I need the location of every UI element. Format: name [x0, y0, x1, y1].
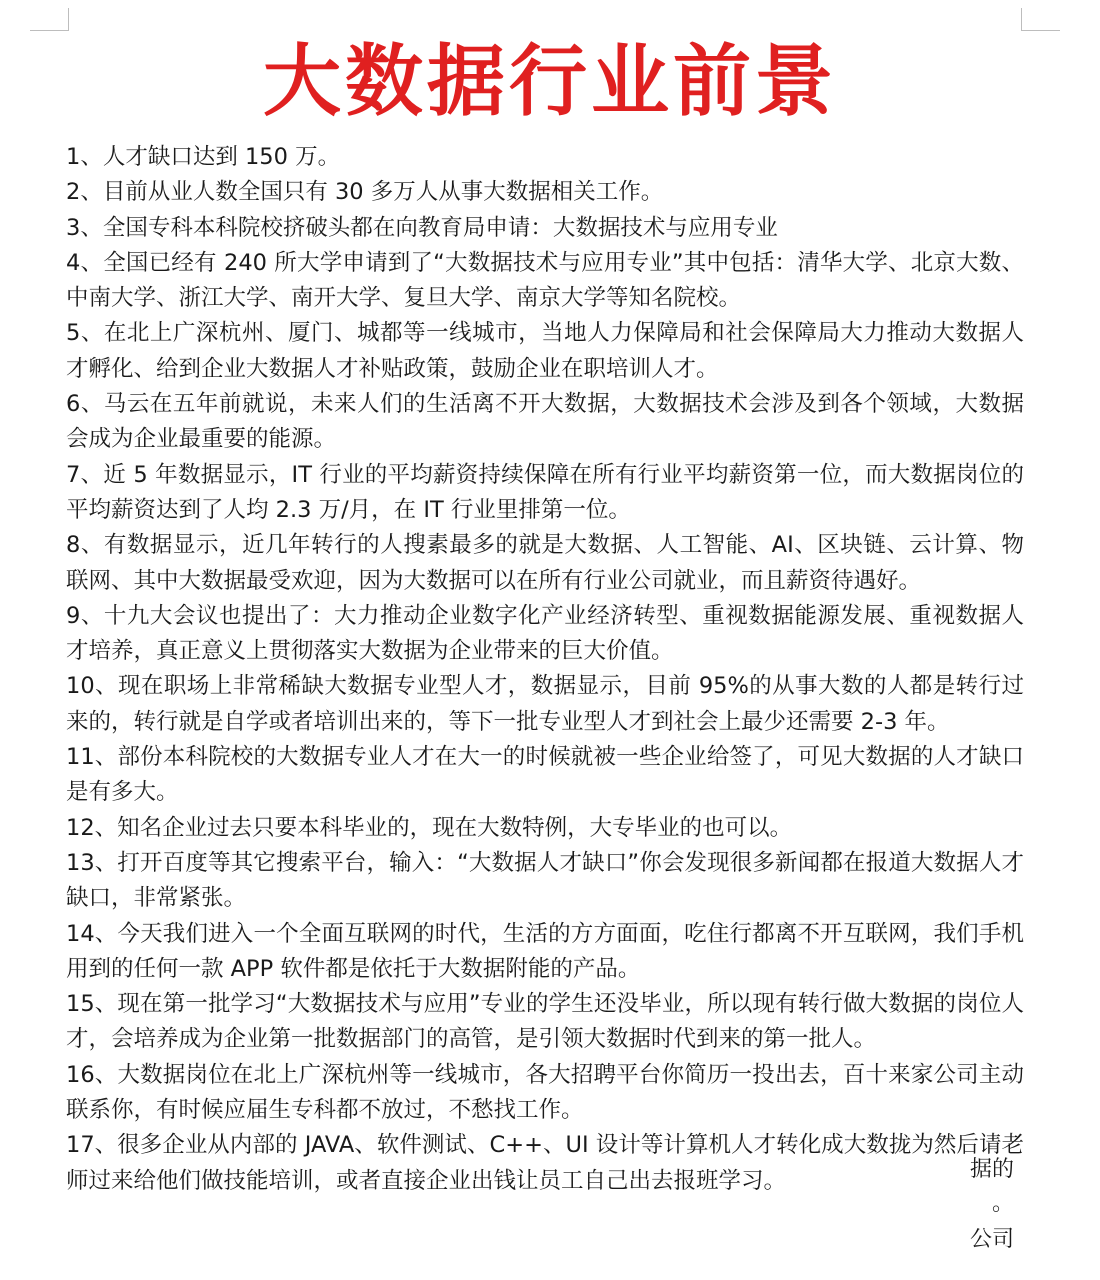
overlapped-text-fragment: 。 — [991, 1191, 1014, 1216]
article-body — [66, 140, 1024, 1199]
list-item-10: 10、现在职场上非常稀缺大数据专业型人才，数据显示，目前 95%的从事大数的人都是转行过来的，转行就是自学或者培训出来的，等下一批专业型人才到社会上最少还需要 2-3 年。 — [66, 673, 1024, 735]
corner-mark-top-left — [30, 8, 69, 31]
page-title: 大数据行业前景 — [262, 37, 837, 127]
list-item-7: 7、近 5 年数据显示，IT 行业的平均薪资持续保障在所有行业平均薪资第一位，而大数据岗位的平均薪资达到了人均 2.3 万/月，在 IT 行业里排第一位。 — [66, 461, 1024, 523]
list-item-8: 8、有数据显示，近几年转行的人搜素最多的就是大数据、人工智能、AI、区块链、云计算、物联网、其中大数据最受欢迎，因为大数据可以在所有行业公司就业，而且薪资待遇好。 — [66, 532, 1024, 594]
list-item-5: 5、在北上广深杭州、厦门、城都等一线城市，当地人力保障局和社会保障局大力推动大数据人才孵化、给到企业大数据人才补贴政策，鼓励企业在职培训人才。 — [66, 320, 1024, 382]
list-item-15: 15、现在第一批学习“大数据技术与应用”专业的学生还没毕业，所以现有转行做大数据的岗位人才，会培养成为企业第一批数据部门的高管，是引领大数据时代到来的第一批人。 — [66, 991, 1024, 1053]
corner-mark-top-right — [1021, 8, 1060, 31]
list-item-13: 13、打开百度等其它搜索平台，输入：“大数据人才缺口”你会发现很多新闻都在报道大数据人才缺口，非常紧张。 — [66, 849, 1024, 912]
list-item-2: 2、目前从业人数全国只有 30 多万人从事大数据相关工作。 — [66, 179, 664, 206]
list-item-17: 17、很多企业从内部的 JAVA、软件测试、C++、UI 设计等计算机人才转化成大数拢为然后请老师过来给他们做技能培训，或者直接企业出钱让员工自己出去报班学习。 — [66, 1132, 1024, 1194]
list-item-11: 11、部份本科院校的大数据专业人才在大一的时候就被一些企业给签了，可见大数据的人才缺口是有多大。 — [66, 744, 1024, 806]
list-item-3: 3、全国专科本科院校挤破头都在向教育局申请：大数据技术与应用专业 — [66, 214, 778, 241]
list-item-4: 4、全国已经有 240 所大学申请到了“大数据技术与应用专业”其中包括：清华大学、北京大数、中南大学、浙江大学、南开大学、复旦大学、南京大学等知名院校。 — [66, 249, 1024, 312]
list-item-6: 6、马云在五年前就说，未来人们的生活离不开大数据，大数据技术会涉及到各个领域，大数据会成为企业最重要的能源。 — [66, 391, 1024, 453]
overlapped-text-fragment: 据的 — [969, 1157, 1014, 1182]
list-item-9: 9、十九大会议也提出了：大力推动企业数字化产业经济转型、重视数据能源发展、重视数据人才培养，真正意义上贯彻落实大数据为企业带来的巨大价值。 — [66, 602, 1024, 665]
list-item-12: 12、知名企业过去只要本科毕业的，现在大数特例，大专毕业的也可以。 — [66, 814, 793, 841]
list-item-1: 1、人才缺口达到 150 万。 — [66, 144, 341, 170]
list-item-16: 16、大数据岗位在北上广深杭州等一线城市，各大招聘平台你简历一投出去，百十来家公司主动联系你，有时候应届生专科都不放过，不愁找工作。 — [66, 1061, 1024, 1124]
list-item-14: 14、今天我们进入一个全面互联网的时代，生活的方方面面，吃住行都离不开互联网，我们手机用到的任何一款 APP 软件都是依托于大数据附能的产品。 — [66, 920, 1024, 982]
overlapped-text-fragment: 公司 — [969, 1227, 1014, 1252]
